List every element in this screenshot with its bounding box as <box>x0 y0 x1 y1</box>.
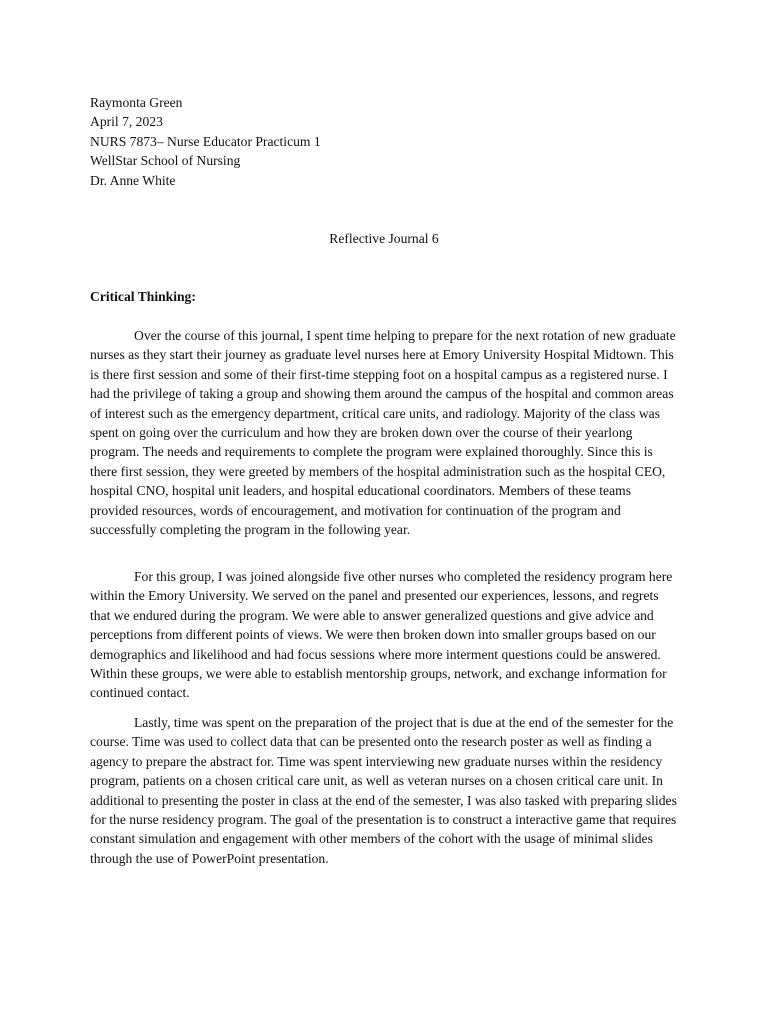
body-paragraph-1: Over the course of this journal, I spent time helping to prepare for the next rotation of new graduate nurses as they start their journey as graduate level nurses here at Emory University Hospital Midtown. This is there first session and some of their first-time stepping foot on a hospital campus as a registered nurse. I had the privilege of taking a group and showing them around the campus of the hospital and common areas of interest such as the emergency department, critical care units, and radiology. Majority of the class was spent on going over the curriculum and how they are broken down over the course of their yearlong program. The needs and requirements to complete the program were explained thoroughly. Since this is there first session, they were greeted by members of the hospital administration such as the hospital CEO, hospital CNO, hospital unit leaders, and hospital educational coordinators. Members of these teams provided resources, words of encouragement, and motivation for continuation of the program and successfully completing the program in the following year. <box>90 328 676 538</box>
instructor-name: Dr. Anne White <box>90 172 176 188</box>
course-name: NURS 7873– Nurse Educator Practicum 1 <box>90 133 321 149</box>
author-name: Raymonta Green <box>90 95 183 110</box>
body-paragraph-2: For this group, I was joined alongside five other nurses who completed the residency program here within the Emory University. We served on the panel and presented our experiences, lessons, and regrets that we endured during the program. We were able to answer generalized questions and give advice and perceptions from different points of views. We were then broken down into smaller groups based on our demographics and likelihood and had focus sessions where more interment questions could be answered. Within these groups, we were able to establish mentorship groups, network, and exchange information for continued contact. <box>90 569 673 701</box>
section-heading: Critical Thinking: <box>90 289 196 304</box>
document-date: April 7, 2023 <box>90 114 163 130</box>
document-header <box>90 93 321 190</box>
document-title: Reflective Journal 6 <box>329 231 439 246</box>
body-paragraph-3: Lastly, time was spent on the preparation of the project that is due at the end of the semester for the course. Time was used to collect data that can be presented onto the research poster as well as finding a agency to prepare the abstract for. Time was spent interviewing new graduate nurses within the residency program, patients on a chosen critical care unit, as well as veteran nurses on a chosen critical care unit. In additional to presenting the poster in class at the end of the semester, I was also tasked with preparing slides for the nurse residency program. The goal of the presentation is to construct a interactive game that requires constant simulation and engagement with other members of the cohort with the usage of minimal slides through the use of PowerPoint presentation. <box>90 715 677 866</box>
school-name: WellStar School of Nursing <box>90 153 241 169</box>
